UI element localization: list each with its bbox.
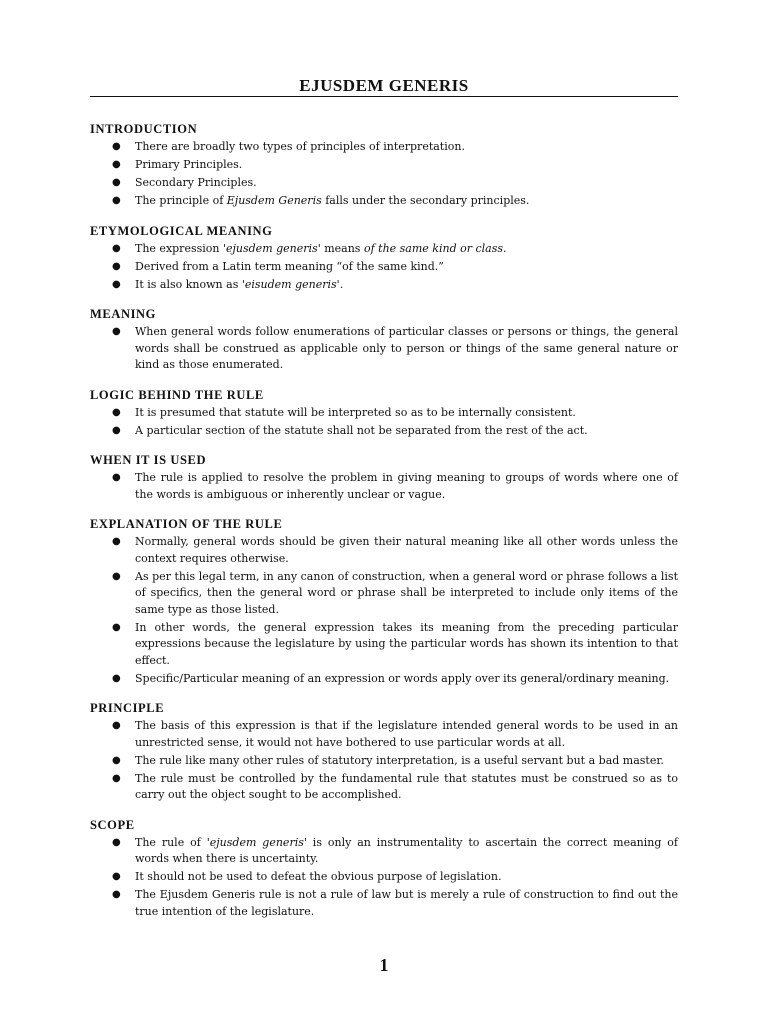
bullet-icon: ●	[112, 570, 121, 582]
list-item	[90, 241, 678, 258]
bullet-icon: ●	[112, 242, 121, 254]
list-item	[90, 324, 678, 374]
section-heading: MEANING	[90, 307, 157, 321]
bullet-icon: ●	[112, 195, 121, 206]
section-when-it-is-used	[90, 453, 678, 503]
list-item	[90, 277, 678, 294]
list-item	[90, 534, 678, 567]
section-explanation-of-the-rule	[90, 517, 678, 687]
item-text: In other words, the general expression takes its meaning from the preceding particular expressions because the legislature by using the particular words has shown its intention to that effect.	[135, 620, 678, 667]
document-body	[90, 122, 678, 934]
list-item	[90, 771, 678, 804]
item-text: A particular section of the statute shall not be separated from the rest of the act.	[135, 423, 588, 437]
bullet-list	[90, 835, 678, 921]
section-heading: WHEN IT IS USED	[90, 453, 207, 467]
item-text: It is also known as	[135, 277, 242, 291]
list-item	[90, 887, 678, 920]
item-text: falls under the secondary principles.	[321, 194, 530, 207]
item-text: The rule of	[135, 835, 207, 849]
bullet-icon: ●	[112, 754, 121, 766]
bullet-icon: ●	[112, 836, 121, 848]
list-item	[90, 193, 678, 210]
list-item	[90, 259, 678, 276]
bullet-icon: ●	[112, 278, 121, 290]
italic-text: 'ejusdem generis'	[222, 241, 321, 255]
bullet-list	[90, 139, 678, 210]
item-text: Secondary Principles.	[135, 176, 257, 189]
bullet-list	[90, 718, 678, 804]
italic-text: 'eisudem generis'	[241, 277, 340, 291]
bullet-icon: ●	[112, 406, 121, 418]
section-heading: EXPLANATION OF THE RULE	[90, 517, 283, 531]
section-etymological-meaning	[90, 224, 678, 294]
section-logic-behind-the-rule	[90, 388, 678, 440]
bullet-icon: ●	[112, 472, 121, 483]
item-text: The rule must be controlled by the fundamental rule that statutes must be construed so as to carry out the object sought to be accomplished.	[135, 771, 678, 801]
bullet-list	[90, 241, 678, 294]
list-item	[90, 569, 678, 619]
title-underline	[90, 96, 678, 97]
item-text: There are broadly two types of principles of interpretation.	[135, 140, 465, 153]
list-item	[90, 835, 678, 868]
item-text: Specific/Particular meaning of an expression or words apply over its general/ordinary meaning.	[135, 671, 670, 685]
section-scope	[90, 818, 678, 921]
list-item	[90, 175, 678, 192]
bullet-icon: ●	[112, 159, 121, 170]
bullet-icon: ●	[112, 621, 121, 633]
list-item	[90, 753, 678, 770]
item-text: The expression	[135, 241, 223, 255]
item-text: means	[320, 241, 364, 255]
bullet-icon: ●	[112, 177, 121, 188]
section-heading: INTRODUCTION	[90, 122, 198, 136]
section-heading: ETYMOLOGICAL MEANING	[90, 223, 273, 238]
item-text: When general words follow enumerations of particular classes or persons or things, the general words shall be construed as applicable only to person or things of the same general nature or kind as those enumerated.	[135, 325, 678, 371]
item-text: It should not be used to defeat the obvious purpose of legislation.	[135, 870, 502, 883]
item-text: The rule like many other rules of statutory interpretation, is a useful servant but a bad master.	[135, 753, 664, 767]
section-heading: PRINCIPLE	[90, 701, 165, 715]
list-item	[90, 620, 678, 670]
section-principle	[90, 701, 678, 804]
item-text: .	[339, 277, 344, 291]
list-item	[90, 405, 678, 422]
page-title: EJUSDEM GENERIS	[299, 76, 469, 95]
item-text: The principle of	[135, 194, 227, 207]
item-text: Normally, general words should be given their natural meaning like all other words unless the context requires otherwise.	[135, 535, 678, 565]
bullet-list	[90, 470, 678, 503]
bullet-icon: ●	[112, 141, 121, 152]
item-text: Derived from a Latin term meaning “of the same kind.”	[135, 259, 444, 273]
page-number: 1	[379, 955, 389, 975]
item-text: is only an instrumentality to ascertain the correct meaning of words when there is uncertainty.	[135, 835, 678, 865]
bullet-icon: ●	[112, 889, 121, 900]
item-text: Primary Principles.	[135, 158, 243, 171]
section-introduction	[90, 122, 678, 210]
section-heading: LOGIC BEHIND THE RULE	[90, 387, 264, 402]
bullet-icon: ●	[112, 672, 121, 684]
italic-text: Ejusdem Generis	[226, 194, 322, 207]
bullet-list	[90, 324, 678, 374]
bullet-icon: ●	[112, 424, 121, 436]
list-item	[90, 671, 678, 688]
list-item	[90, 869, 678, 886]
bullet-icon: ●	[112, 326, 121, 337]
item-text: The rule is applied to resolve the problem in giving meaning to groups of words where one of the words is ambiguous or inherently unclear or vague.	[135, 471, 678, 501]
list-item	[90, 157, 678, 174]
section-heading: SCOPE	[90, 817, 135, 832]
item-text: It is presumed that statute will be interpreted so as to be internally consistent.	[135, 405, 576, 419]
item-text: As per this legal term, in any canon of construction, when a general word or phrase follows a list of specifics, then the general word or phrase shall be interpreted to include only items of the same type as those listed.	[135, 569, 678, 616]
italic-text: 'ejusdem generis'	[206, 835, 307, 849]
bullet-icon: ●	[112, 536, 121, 547]
item-text: The basis of this expression is that if the legislature intended general words to be used in an unrestricted sense, it would not have bothered to use particular words at all.	[135, 719, 678, 749]
list-item	[90, 718, 678, 751]
bullet-icon: ●	[112, 772, 121, 784]
italic-text: of the same kind or class.	[363, 241, 507, 255]
section-meaning	[90, 307, 678, 374]
bullet-icon: ●	[112, 720, 121, 731]
bullet-list	[90, 534, 678, 687]
bullet-list	[90, 405, 678, 440]
bullet-icon: ●	[112, 871, 121, 882]
item-text: The Ejusdem Generis rule is not a rule of law but is merely a rule of construction to find out the true intention of the legislature.	[135, 888, 678, 918]
list-item	[90, 423, 678, 440]
list-item	[90, 139, 678, 156]
bullet-icon: ●	[112, 260, 121, 272]
list-item	[90, 470, 678, 503]
